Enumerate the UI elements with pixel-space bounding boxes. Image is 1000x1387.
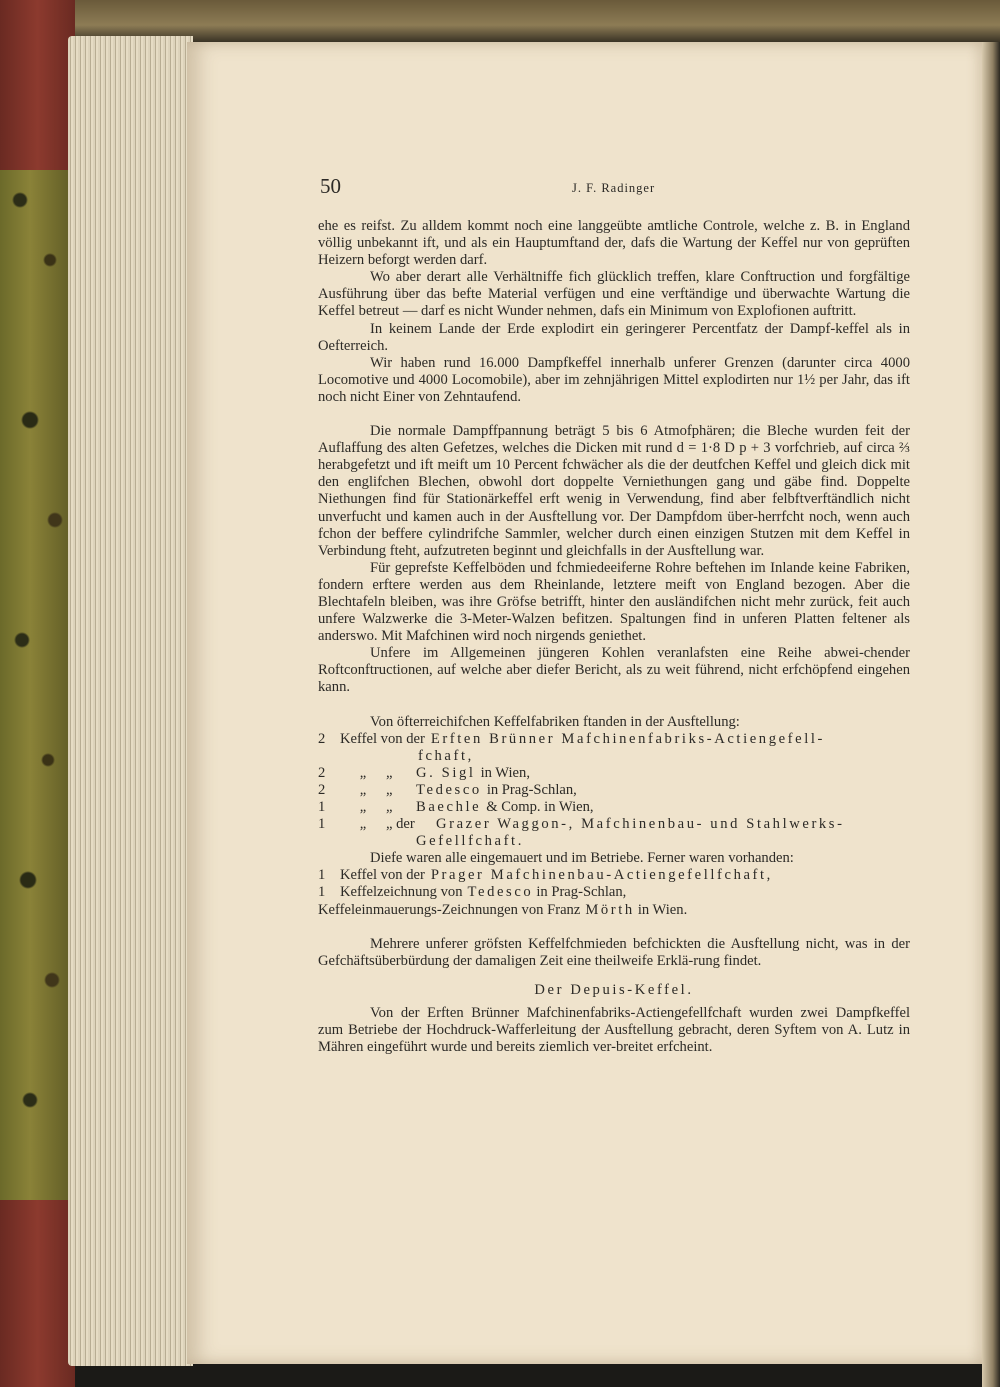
paragraph: Von öfterreichifchen Keffelfabriken ftanden in der Ausftellung: [370,713,740,730]
list-item: 2 Keffel von der Erften Brünner Mafchinenfabriks-Actiengefell- [318,730,825,747]
page-body [318,218,910,1056]
paragraph: ehe es reifst. Zu alldem kommt noch eine langgeübte amtliche Controle, welche z. B. in England völlig unbekannt ift, und als ein Hauptumftand der, dafs die Wartung der Keffel nur von geprüften Heizern beforgt werden darf. [318,218,910,269]
page-number: 50 [320,174,341,198]
list-item: fchaft, [418,747,474,764]
cover-leather-corner-bottom [0,1200,75,1387]
page-edges [68,36,193,1366]
list-item: Keffeleinmauerungs-Zeichnungen von Franz Mörth in Wien. [318,901,688,918]
paragraph: Mehrere unferer gröfsten Keffelfchmieden befchickten die Ausftellung nicht, was in der Gefchäftsüberbürdung der damaligen Zeit eine theilweife Erklä-rung findet. [318,935,910,969]
exhibitor-list [318,731,910,851]
list-item: 2 „ „ G. Sigl in Wien, [318,764,530,781]
list-item: 2 „ „ Tedesco in Prag-Schlan, [318,781,577,798]
paragraph: Für geprefste Keffelböden und fchmiedeeiferne Rohre beftehen im Inlande keine Fabriken, fondern erftere werden aus dem Rheinlande, letztere meift von England bezogen. Aber die Blechtafeln bleiben, was ihre Gröfse betrifft, hinter den ausländifchen nicht mehr zurück, feit auch unfere Walzwerke die 3-Meter-Walzen befitzen. Spaltungen find in unferen Platten feltener als anderswo. Mit Mafchinen wird noch nirgends geniethet. [318,559,910,645]
spacer [318,970,910,982]
additional-list [318,867,910,918]
list-item: 1 „ „ Baechle & Comp. in Wien, [318,799,594,815]
paragraph: In keinem Lande der Erde explodirt ein geringerer Percentfatz der Dampf-keffel als in Oefterreich. [318,320,910,354]
list-item: Gefellfchaft. [416,833,524,850]
spacer [318,919,910,936]
spacer [318,697,910,714]
page-header [320,174,910,200]
running-head: J. F. Radinger [572,181,656,195]
paragraph: Diefe waren alle eingemauert und im Betriebe. Ferner waren vorhanden: [370,850,794,867]
paragraph: Die normale Dampffpannung beträgt 5 bis 6 Atmofphären; die Bleche wurden feit der Auflaffung des alten Gefetzes, welches die Dicken mit rund d = 1·8 D p + 3 vorfchrieb, auf circa ⅔ herabgefetzt und ift meift um 10 Percent fchwächer als die der deutfchen Keffel und gleich dick mit den englifchen Blechen, obwohl dort doppelte Verniethungen gang und gäbe find. Doppelte Niethungen find für Stationärkeffel erft wenig in Verwendung, find aber felbftverftändlich nicht unverfucht und kamen auch in der Ausftellung vor. Der Dampfdom über-herrfcht noch, wenn auch fchon der beffere cylindrifche Sammler, welcher durch einen einzigen Stutzen mit dem Keffel in Verbindung fteht, aufzutreten beginnt und gleichfalls in der Ausftellung war. [318,423,910,559]
paragraph: Von der Erften Brünner Mafchinenfabriks-Actiengefellfchaft wurden zwei Dampfkeffel zum Betriebe der Hochdruck-Wafferleitung der Ausftellung gebracht, deren Syftem von A. Lutz in Mähren eingeführt wurde und bereits ziemlich ver-breitet erfcheint. [318,1004,910,1056]
list-item: 1 Keffel von der Prager Mafchinenbau-Actiengefellfchaft, [318,867,773,884]
section-title: Der Depuis-Keffel. [534,981,694,998]
paragraph: Unfere im Allgemeinen jüngeren Kohlen veranlafsten eine Reihe abwei-chender Roftconftructionen, auf welche aber diefer Bericht, als zu weit führend, nicht erfchöpfend eingehen kann. [318,645,910,696]
cover-leather-corner-top [0,0,75,170]
page-gutter-right [982,42,1000,1387]
paragraph: Wir haben rund 16.000 Dampfkeffel innerhalb unferer Grenzen (darunter circa 4000 Locomotive und 4000 Locomobile), aber im zehnjährigen Mittel explodirten nur 1½ per Jahr, das ift noch nicht Einer von Zehntaufend. [318,354,910,405]
list-item: 1 „ „ der Grazer Waggon-, Mafchinenbau- und Stahlwerks- [318,816,845,833]
paragraph: Wo aber derart alle Verhältniffe fich glücklich treffen, klare Conftruction und forgfältige Ausführung über das befte Material verfügen und eine verftändige und überwachte Wartung die Keffel betreut — darf es nicht Wunder nehmen, dafs ein Minimum von Explofionen auftritt. [318,269,910,320]
list-item: 1 Keffelzeichnung von Tedesco in Prag-Schlan, [318,884,627,901]
marbled-cover [0,0,75,1387]
spacer [318,406,910,423]
